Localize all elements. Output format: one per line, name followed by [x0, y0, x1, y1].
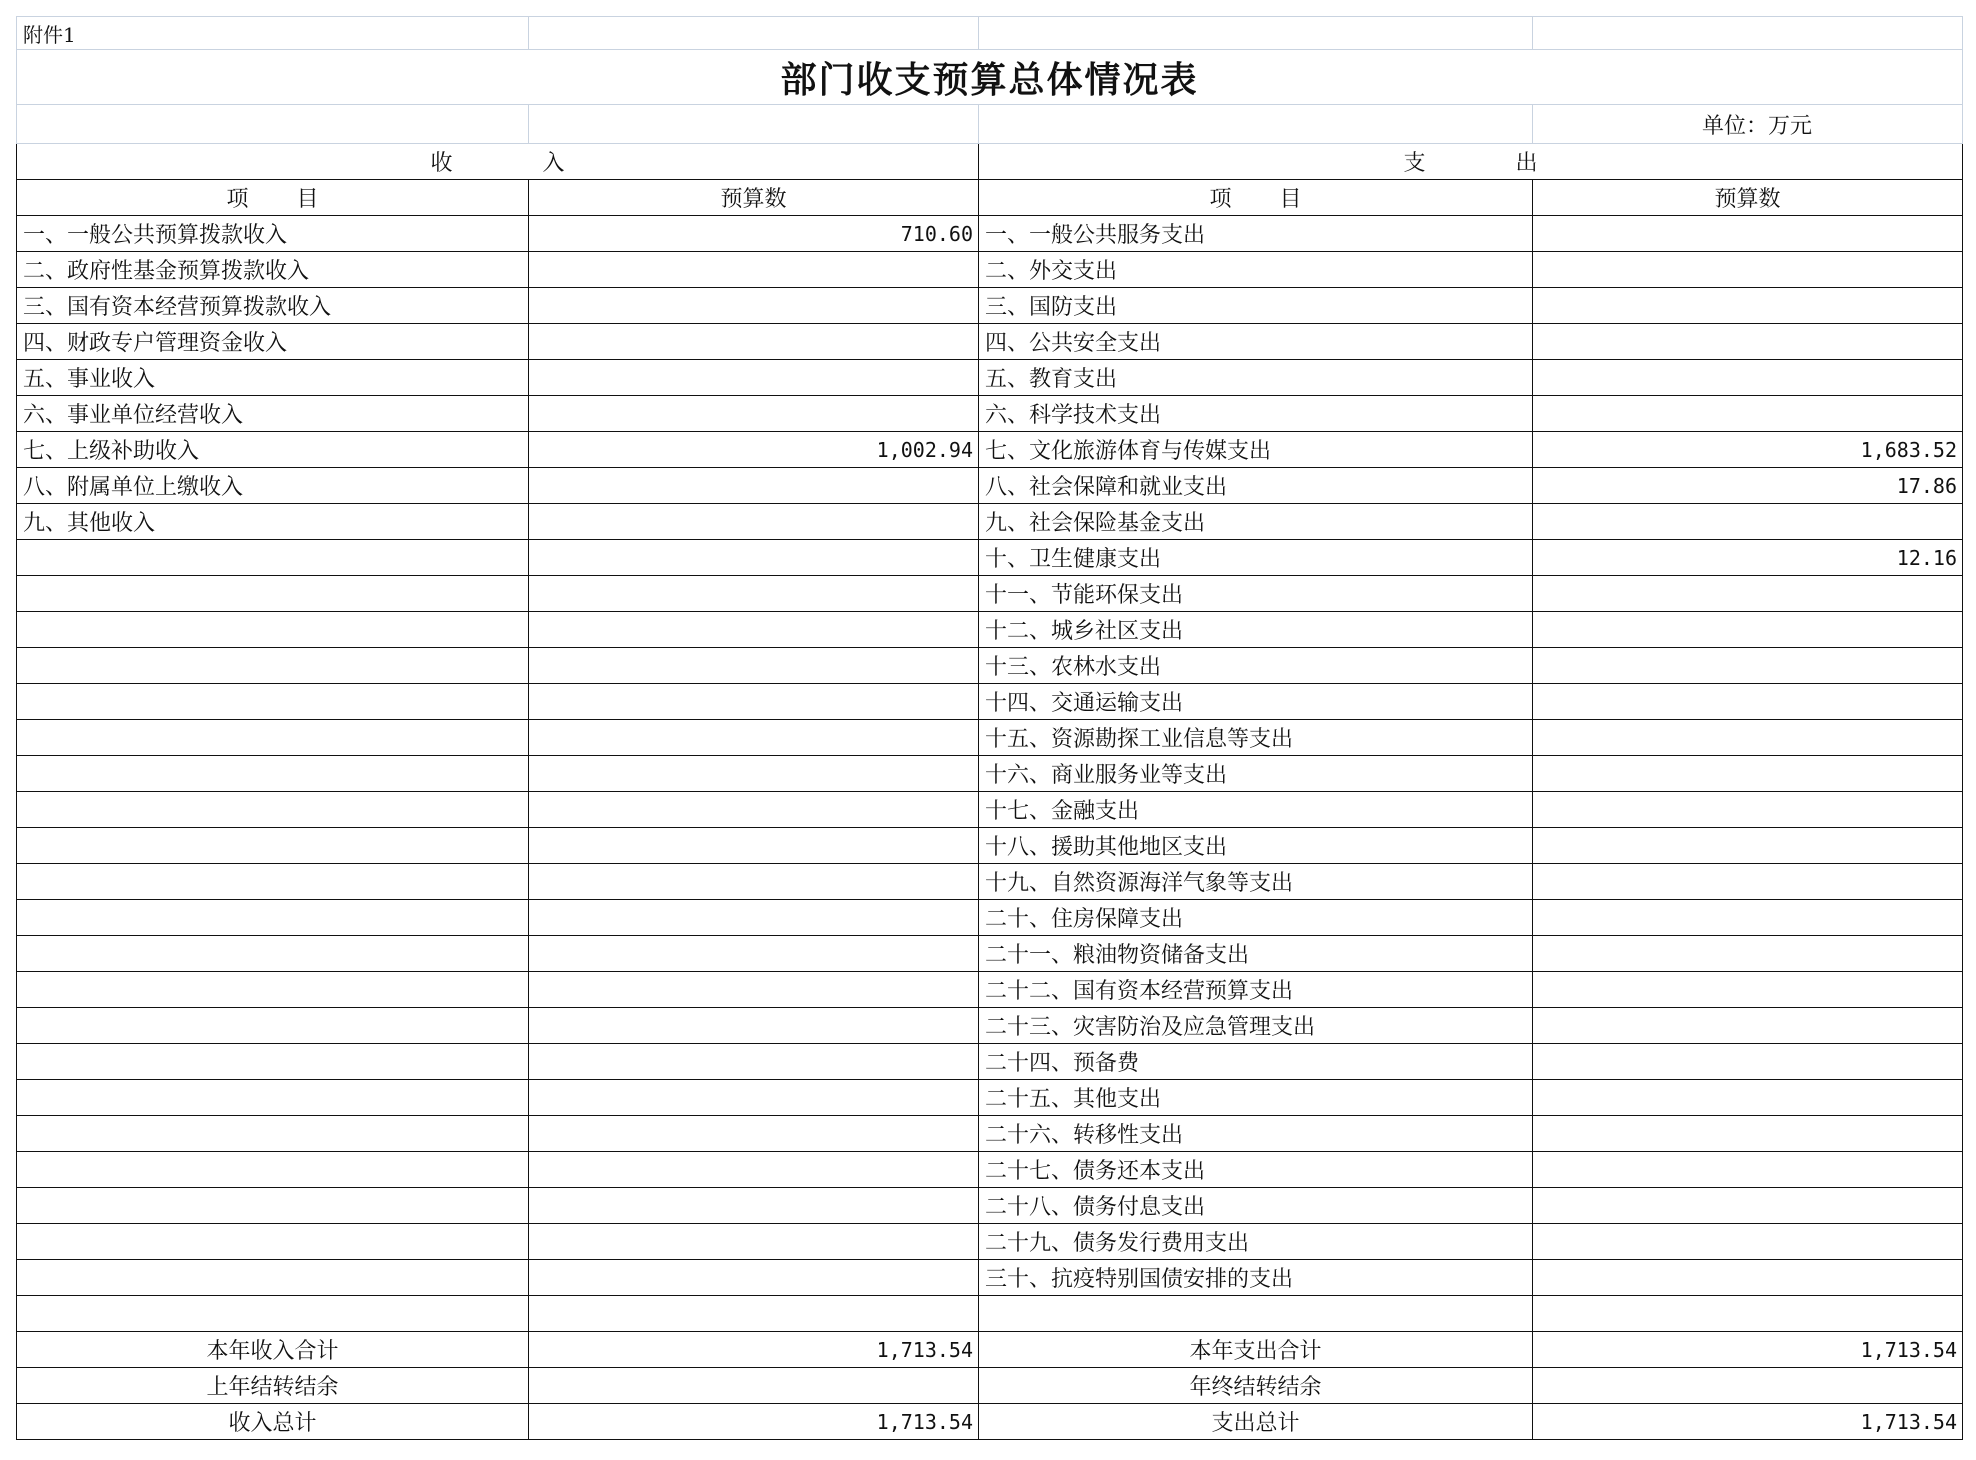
expense-item-cell[interactable]: 支出总计 — [979, 1404, 1533, 1440]
income-item-cell[interactable] — [17, 684, 529, 720]
expense-budget-cell[interactable] — [1533, 1152, 1963, 1188]
expense-item-cell[interactable]: 二十三、灾害防治及应急管理支出 — [979, 1008, 1533, 1044]
table-row — [17, 900, 1963, 936]
expense-item-cell[interactable]: 三十、抗疫特别国债安排的支出 — [979, 1260, 1533, 1296]
table-row — [17, 828, 1963, 864]
table-row — [17, 648, 1963, 684]
income-item-cell[interactable] — [17, 1044, 529, 1080]
attachment-label[interactable]: 附件1 — [17, 17, 529, 50]
table-row — [17, 612, 1963, 648]
expense-item-cell[interactable]: 十八、援助其他地区支出 — [979, 828, 1533, 864]
income-budget-cell[interactable] — [529, 1260, 979, 1296]
income-item-cell[interactable]: 三、国有资本经营预算拨款收入 — [17, 288, 529, 324]
table-row — [17, 936, 1963, 972]
table-row — [17, 504, 1963, 540]
expense-budget-cell[interactable] — [1533, 972, 1963, 1008]
income-budget-cell[interactable] — [529, 1044, 979, 1080]
unit-row — [17, 105, 1963, 144]
income-item-cell[interactable] — [17, 972, 529, 1008]
expense-item-cell[interactable]: 十二、城乡社区支出 — [979, 612, 1533, 648]
income-budget-cell[interactable] — [529, 684, 979, 720]
expense-item-cell[interactable]: 二十二、国有资本经营预算支出 — [979, 972, 1533, 1008]
income-budget-cell[interactable] — [529, 900, 979, 936]
expense-budget-cell[interactable] — [1533, 648, 1963, 684]
income-item-cell[interactable] — [17, 1008, 529, 1044]
income-item-header[interactable] — [17, 180, 529, 216]
table-row — [17, 468, 1963, 504]
expense-section-header[interactable] — [979, 144, 1963, 180]
income-budget-cell[interactable] — [529, 1008, 979, 1044]
expense-item-cell[interactable]: 十七、金融支出 — [979, 792, 1533, 828]
expense-char-2: 出 — [1515, 151, 1538, 176]
income-item-cell[interactable]: 七、上级补助收入 — [17, 432, 529, 468]
income-char-1: 收 — [430, 151, 453, 176]
expense-budget-cell[interactable] — [1533, 216, 1963, 252]
expense-item-cell[interactable]: 十三、农林水支出 — [979, 648, 1533, 684]
item-char-2: 目 — [1279, 187, 1302, 212]
expense-budget-cell[interactable] — [1533, 1368, 1963, 1404]
expense-budget-cell[interactable] — [1533, 792, 1963, 828]
income-item-cell[interactable] — [17, 1224, 529, 1260]
income-budget-cell[interactable] — [529, 1152, 979, 1188]
income-item-cell[interactable]: 九、其他收入 — [17, 504, 529, 540]
page-title[interactable]: 部门收支预算总体情况表 — [17, 50, 1963, 105]
income-budget-cell[interactable]: 1,713.54 — [529, 1404, 979, 1440]
income-item-cell[interactable]: 八、附属单位上缴收入 — [17, 468, 529, 504]
income-item-cell[interactable] — [17, 756, 529, 792]
table-row — [17, 972, 1963, 1008]
total-row — [17, 1368, 1963, 1404]
income-item-cell[interactable] — [17, 1116, 529, 1152]
expense-budget-cell[interactable]: 17.86 — [1533, 468, 1963, 504]
income-budget-cell[interactable] — [529, 828, 979, 864]
expense-budget-cell[interactable] — [1533, 1116, 1963, 1152]
cell[interactable] — [979, 105, 1533, 144]
total-row — [17, 1404, 1963, 1440]
expense-budget-cell[interactable] — [1533, 936, 1963, 972]
income-budget-cell[interactable] — [529, 720, 979, 756]
income-item-cell[interactable] — [17, 1260, 529, 1296]
income-item-cell[interactable] — [17, 612, 529, 648]
expense-item-cell[interactable]: 十五、资源勘探工业信息等支出 — [979, 720, 1533, 756]
expense-budget-cell[interactable] — [1533, 1080, 1963, 1116]
expense-item-cell[interactable] — [979, 1296, 1533, 1332]
income-item-cell[interactable] — [17, 720, 529, 756]
expense-item-cell[interactable]: 十六、商业服务业等支出 — [979, 756, 1533, 792]
income-budget-cell[interactable] — [529, 1368, 979, 1404]
expense-char-1: 支 — [1403, 151, 1426, 176]
expense-item-cell[interactable]: 二十七、债务还本支出 — [979, 1152, 1533, 1188]
income-item-cell[interactable]: 五、事业收入 — [17, 360, 529, 396]
table-row — [17, 684, 1963, 720]
table-row — [17, 324, 1963, 360]
table-row — [17, 1116, 1963, 1152]
expense-budget-cell[interactable]: 1,713.54 — [1533, 1332, 1963, 1368]
table-row — [17, 576, 1963, 612]
expense-item-cell[interactable]: 一、一般公共服务支出 — [979, 216, 1533, 252]
income-budget-cell[interactable] — [529, 792, 979, 828]
income-budget-cell[interactable] — [529, 396, 979, 432]
expense-budget-cell[interactable] — [1533, 1260, 1963, 1296]
expense-item-cell[interactable]: 二十一、粮油物资储备支出 — [979, 936, 1533, 972]
table-row — [17, 360, 1963, 396]
income-budget-cell[interactable] — [529, 540, 979, 576]
table-row — [17, 1044, 1963, 1080]
expense-item-cell[interactable]: 年终结转结余 — [979, 1368, 1533, 1404]
table-row — [17, 1188, 1963, 1224]
expense-item-cell[interactable]: 十、卫生健康支出 — [979, 540, 1533, 576]
table-row — [17, 540, 1963, 576]
table-row — [17, 864, 1963, 900]
income-budget-cell[interactable] — [529, 360, 979, 396]
income-budget-cell[interactable] — [529, 1224, 979, 1260]
income-item-cell[interactable]: 本年收入合计 — [17, 1332, 529, 1368]
expense-budget-cell[interactable] — [1533, 324, 1963, 360]
income-item-cell[interactable] — [17, 792, 529, 828]
income-item-cell[interactable] — [17, 1188, 529, 1224]
income-budget-cell[interactable]: 1,002.94 — [529, 432, 979, 468]
income-item-cell[interactable] — [17, 576, 529, 612]
expense-budget-cell[interactable]: 1,713.54 — [1533, 1404, 1963, 1440]
attachment-row — [17, 17, 1963, 50]
cell[interactable] — [979, 17, 1533, 50]
table-row — [17, 396, 1963, 432]
table-row — [17, 216, 1963, 252]
table-row — [17, 1080, 1963, 1116]
income-item-cell[interactable] — [17, 1152, 529, 1188]
table-row — [17, 1152, 1963, 1188]
table-row — [17, 288, 1963, 324]
expense-item-cell[interactable]: 二十五、其他支出 — [979, 1080, 1533, 1116]
column-header-row — [17, 180, 1963, 216]
expense-budget-cell[interactable] — [1533, 900, 1963, 936]
expense-item-cell[interactable]: 二十、住房保障支出 — [979, 900, 1533, 936]
item-char-1: 项 — [226, 187, 249, 212]
expense-item-cell[interactable]: 九、社会保险基金支出 — [979, 504, 1533, 540]
table-row — [17, 720, 1963, 756]
budget-table — [16, 16, 1963, 1440]
income-budget-cell[interactable] — [529, 648, 979, 684]
budget-sheet — [16, 16, 1962, 1440]
expense-budget-cell[interactable] — [1533, 1224, 1963, 1260]
income-item-cell[interactable]: 二、政府性基金预算拨款收入 — [17, 252, 529, 288]
income-budget-cell[interactable] — [529, 324, 979, 360]
expense-budget-cell[interactable] — [1533, 828, 1963, 864]
table-row — [17, 1260, 1963, 1296]
income-item-cell[interactable] — [17, 1080, 529, 1116]
expense-budget-cell[interactable] — [1533, 504, 1963, 540]
income-item-cell[interactable] — [17, 900, 529, 936]
income-budget-cell[interactable] — [529, 612, 979, 648]
expense-budget-cell[interactable] — [1533, 396, 1963, 432]
income-budget-cell[interactable] — [529, 288, 979, 324]
expense-item-cell[interactable]: 八、社会保障和就业支出 — [979, 468, 1533, 504]
income-budget-cell[interactable] — [529, 1116, 979, 1152]
table-row — [17, 1008, 1963, 1044]
expense-item-cell[interactable]: 四、公共安全支出 — [979, 324, 1533, 360]
expense-item-cell[interactable]: 十九、自然资源海洋气象等支出 — [979, 864, 1533, 900]
income-item-cell[interactable] — [17, 1296, 529, 1332]
expense-item-cell[interactable]: 本年支出合计 — [979, 1332, 1533, 1368]
expense-budget-cell[interactable] — [1533, 756, 1963, 792]
income-item-cell[interactable] — [17, 828, 529, 864]
expense-budget-cell[interactable] — [1533, 1188, 1963, 1224]
income-budget-cell[interactable] — [529, 864, 979, 900]
income-item-cell[interactable]: 收入总计 — [17, 1404, 529, 1440]
total-row — [17, 1332, 1963, 1368]
income-budget-cell[interactable] — [529, 468, 979, 504]
income-item-cell[interactable] — [17, 648, 529, 684]
income-item-cell[interactable]: 一、一般公共预算拨款收入 — [17, 216, 529, 252]
income-budget-cell[interactable] — [529, 936, 979, 972]
expense-budget-cell[interactable] — [1533, 360, 1963, 396]
table-row — [17, 252, 1963, 288]
income-item-cell[interactable] — [17, 936, 529, 972]
expense-budget-cell[interactable] — [1533, 1296, 1963, 1332]
expense-item-cell[interactable]: 三、国防支出 — [979, 288, 1533, 324]
income-budget-cell[interactable] — [529, 972, 979, 1008]
expense-item-header[interactable] — [979, 180, 1533, 216]
expense-item-cell[interactable]: 二十九、债务发行费用支出 — [979, 1224, 1533, 1260]
income-budget-cell[interactable]: 710.60 — [529, 216, 979, 252]
table-row — [17, 1296, 1963, 1332]
income-item-cell[interactable]: 上年结转结余 — [17, 1368, 529, 1404]
expense-budget-cell[interactable]: 12.16 — [1533, 540, 1963, 576]
expense-item-cell[interactable]: 二十四、预备费 — [979, 1044, 1533, 1080]
income-budget-cell[interactable] — [529, 1080, 979, 1116]
expense-budget-cell[interactable] — [1533, 576, 1963, 612]
title-row — [17, 50, 1963, 105]
expense-budget-cell[interactable] — [1533, 288, 1963, 324]
table-row — [17, 792, 1963, 828]
expense-budget-cell[interactable] — [1533, 864, 1963, 900]
expense-item-cell[interactable]: 五、教育支出 — [979, 360, 1533, 396]
item-char-2: 目 — [296, 187, 319, 212]
section-header-row — [17, 144, 1963, 180]
expense-budget-cell[interactable] — [1533, 252, 1963, 288]
expense-budget-cell[interactable] — [1533, 1008, 1963, 1044]
income-budget-cell[interactable] — [529, 1188, 979, 1224]
income-budget-cell[interactable] — [529, 252, 979, 288]
expense-budget-cell[interactable] — [1533, 720, 1963, 756]
cell[interactable] — [1533, 17, 1963, 50]
expense-item-cell[interactable]: 二十八、债务付息支出 — [979, 1188, 1533, 1224]
table-row — [17, 756, 1963, 792]
expense-item-cell[interactable]: 六、科学技术支出 — [979, 396, 1533, 432]
expense-budget-cell[interactable] — [1533, 612, 1963, 648]
cell[interactable] — [529, 17, 979, 50]
income-budget-cell[interactable] — [529, 756, 979, 792]
income-char-2: 入 — [542, 151, 565, 176]
cell[interactable] — [529, 105, 979, 144]
expense-item-cell[interactable]: 二、外交支出 — [979, 252, 1533, 288]
income-budget-cell[interactable]: 1,713.54 — [529, 1332, 979, 1368]
income-item-cell[interactable] — [17, 540, 529, 576]
expense-item-cell[interactable]: 十四、交通运输支出 — [979, 684, 1533, 720]
table-row — [17, 432, 1963, 468]
income-item-cell[interactable]: 六、事业单位经营收入 — [17, 396, 529, 432]
income-budget-cell[interactable] — [529, 576, 979, 612]
expense-budget-cell[interactable] — [1533, 1044, 1963, 1080]
item-char-1: 项 — [1209, 187, 1232, 212]
income-budget-cell[interactable] — [529, 504, 979, 540]
expense-budget-header[interactable]: 预算数 — [1533, 180, 1963, 216]
income-item-cell[interactable]: 四、财政专户管理资金收入 — [17, 324, 529, 360]
expense-item-cell[interactable]: 十一、节能环保支出 — [979, 576, 1533, 612]
expense-budget-cell[interactable]: 1,683.52 — [1533, 432, 1963, 468]
table-row — [17, 1224, 1963, 1260]
income-item-cell[interactable] — [17, 864, 529, 900]
expense-item-cell[interactable]: 七、文化旅游体育与传媒支出 — [979, 432, 1533, 468]
expense-budget-cell[interactable] — [1533, 684, 1963, 720]
expense-item-cell[interactable]: 二十六、转移性支出 — [979, 1116, 1533, 1152]
unit-label[interactable]: 单位：万元 — [1533, 105, 1963, 144]
income-budget-header[interactable]: 预算数 — [529, 180, 979, 216]
income-section-header[interactable] — [17, 144, 979, 180]
income-budget-cell[interactable] — [529, 1296, 979, 1332]
cell[interactable] — [17, 105, 529, 144]
